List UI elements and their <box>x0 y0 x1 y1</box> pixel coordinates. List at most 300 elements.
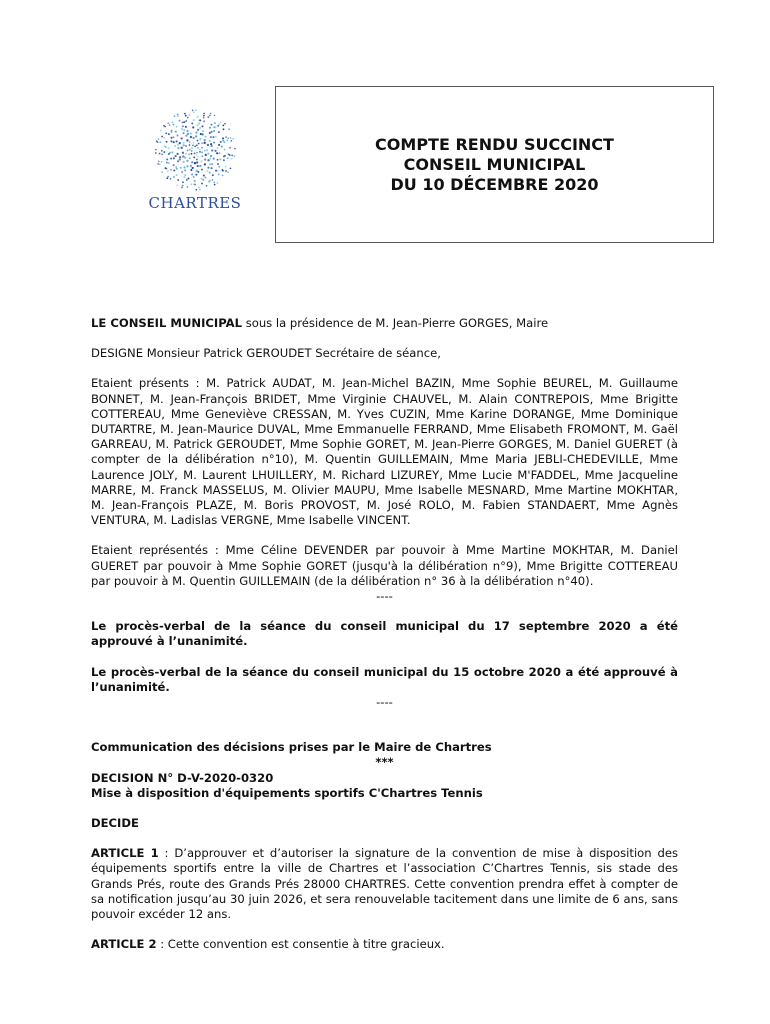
emblem-dot <box>199 165 201 167</box>
emblem-dot <box>176 140 178 142</box>
article-1-label: ARTICLE 1 <box>91 846 159 861</box>
emblem-dot <box>167 170 169 172</box>
emblem-dot <box>217 125 219 127</box>
emblem-dot <box>231 154 233 156</box>
emblem-dot <box>210 124 212 126</box>
pv-paragraph-2: Le procès-verbal de la séance du conseil municipal du 15 octobre 2020 a été approuvé à l’unanimité. <box>91 664 678 694</box>
emblem-dot <box>177 115 179 117</box>
emblem-dot <box>183 129 185 131</box>
emblem-dot <box>165 167 167 169</box>
emblem-dot <box>187 133 189 135</box>
emblem-dot <box>209 140 211 142</box>
decision-number: DECISION N° D-V-2020-0320 <box>91 770 274 785</box>
emblem-dot <box>193 119 195 121</box>
emblem-dot <box>230 137 232 139</box>
emblem-dot <box>192 137 194 139</box>
decision-title: Mise à disposition d'équipements sportifs C'Chartres Tennis <box>91 785 483 800</box>
emblem-dot <box>193 183 195 185</box>
emblem-dot <box>198 123 200 125</box>
emblem-dot <box>166 177 168 179</box>
emblem-dot <box>202 133 204 135</box>
emblem-dot <box>182 142 184 144</box>
pv-paragraph-1: Le procès-verbal de la séance du conseil municipal du 17 septembre 2020 a été approuvé à l’unanimité. <box>91 619 678 649</box>
emblem-dot <box>215 150 217 152</box>
emblem-dot <box>212 136 214 138</box>
emblem-dot <box>196 159 198 161</box>
emblem-dot <box>170 157 172 159</box>
emblem-dot <box>155 149 157 151</box>
emblem-dot <box>181 137 183 139</box>
emblem-dot <box>175 155 177 157</box>
emblem-dot <box>197 147 199 149</box>
emblem-dot <box>198 143 200 145</box>
emblem-dot <box>209 132 211 134</box>
emblem-dot <box>213 181 215 183</box>
emblem-dot <box>231 140 233 142</box>
article-1 <box>91 846 678 922</box>
article-2-text: : Cette convention est consentie à titre gracieux. <box>156 937 445 952</box>
emblem-dot <box>190 133 192 135</box>
stars-separator: *** <box>375 755 394 770</box>
emblem-dot <box>184 166 186 168</box>
emblem-dot <box>191 161 193 163</box>
emblem-dot <box>185 126 187 128</box>
emblem-dot <box>228 128 230 130</box>
emblem-dot <box>232 138 234 140</box>
emblem-dot <box>175 166 177 168</box>
emblem-dot <box>201 178 203 180</box>
emblem-dot <box>210 136 212 138</box>
emblem-dot <box>165 132 167 134</box>
emblem-dot <box>189 144 191 146</box>
emblem-dot <box>170 140 172 142</box>
emblem-dot <box>220 141 222 143</box>
emblem-dot <box>207 153 209 155</box>
emblem-dot <box>192 126 194 128</box>
emblem-dot <box>185 120 187 122</box>
emblem-dot <box>225 166 227 168</box>
emblem-dot <box>177 160 179 162</box>
emblem-dot <box>176 168 178 170</box>
emblem-dot <box>188 153 190 155</box>
emblem-dot <box>159 153 161 155</box>
emblem-dot <box>158 161 160 163</box>
emblem-dot <box>169 124 171 126</box>
emblem-dot <box>167 122 169 124</box>
emblem-dot <box>207 116 209 118</box>
emblem-dot <box>176 126 178 128</box>
emblem-dot <box>190 183 192 185</box>
emblem-dot <box>166 141 168 143</box>
emblem-dot <box>217 182 219 184</box>
designe-paragraph: DESIGNE Monsieur Patrick GEROUDET Secrétaire de séance, <box>91 346 441 361</box>
article-2 <box>91 937 678 952</box>
emblem-dot <box>184 169 186 171</box>
emblem-dot <box>163 137 165 139</box>
emblem-dot <box>197 156 199 158</box>
emblem-dot <box>197 165 199 167</box>
emblem-dot <box>202 179 204 181</box>
emblem-dot <box>193 157 195 159</box>
emblem-dot <box>172 121 174 123</box>
presents-paragraph: Etaient présents : M. Patrick AUDAT, M. Jean-Michel BAZIN, Mme Sophie BEUREL, M. Guillaume BONNET, M. Jean-François BRIDET, Mme Virginie CHAUVEL, M. Alain CONTREPOIS, Mme Brigitte COTTEREAU, Mme Geneviève CRESSAN, M. Yves CUZIN, Mme Karine DORANGE, Mme Dominique DUTARTRE, M. Jean-Maurice DUVAL, Mme Emmanuelle FERRAND, Mme Elisabeth FROMONT, M. Gaël GARREAU, M. Patrick GEROUDET, Mme Sophie GORET, M. Jean-Pierre GORGES, M. Daniel GUERET (à compter de la délibération n°10), M. Quentin GUILLEMAIN, Mme Maria JEBLI-CHEDEVILLE, Mme Laurence JOLY, M. Laurent LHUILLERY, M. Richard LIZUREY, Mme Lucie M'FADDEL, Mme Jacqueline MARRE, M. Franck MASSELUS, M. Olivier MAUPU, Mme Isabelle MESNARD, Mme Martine MOKHTAR, M. Jean-François PLAZE, M. Boris PROVOST, M. José ROLO, M. Fabien STANDAERT, Mme Agnès VENTURA, M. Ladislas VERGNE, Mme Isabelle VINCENT. <box>91 376 678 528</box>
emblem-dot <box>201 125 203 127</box>
emblem-dot <box>223 156 225 158</box>
emblem-dot <box>217 163 219 165</box>
emblem-dot <box>182 125 184 127</box>
emblem-dot <box>166 162 168 164</box>
emblem-dot <box>203 175 205 177</box>
emblem-dot <box>193 176 195 178</box>
emblem-dot <box>160 130 162 132</box>
emblem-dot <box>174 115 176 117</box>
emblem-dot <box>203 113 205 115</box>
emblem-dot <box>194 180 196 182</box>
emblem-dot <box>187 177 189 179</box>
emblem-dot <box>204 142 206 144</box>
emblem-dot <box>201 147 203 149</box>
emblem-dot <box>218 174 220 176</box>
emblem-dot <box>181 171 183 173</box>
emblem-dot <box>176 135 178 137</box>
emblem-dot <box>230 167 232 169</box>
emblem-dot <box>203 120 205 122</box>
emblem-dot <box>156 140 158 142</box>
emblem-dot <box>212 179 214 181</box>
emblem-dot <box>171 151 173 153</box>
emblem-dot <box>170 137 172 139</box>
emblem-dot <box>164 145 166 147</box>
emblem-dot <box>177 147 179 149</box>
emblem-dot <box>176 174 178 176</box>
emblem-dot <box>161 153 163 155</box>
emblem-dot <box>194 146 196 148</box>
emblem-dot <box>161 150 163 152</box>
emblem-dot <box>199 138 201 140</box>
emblem-dot <box>216 147 218 149</box>
emblem-dot <box>203 115 205 117</box>
emblem-dot <box>227 171 229 173</box>
emblem-dot <box>226 139 228 141</box>
emblem-dot <box>196 145 198 147</box>
chartres-logo <box>130 108 260 218</box>
emblem-dot <box>209 115 211 117</box>
emblem-dot <box>192 145 194 147</box>
emblem-dot <box>216 152 218 154</box>
emblem-dot <box>215 170 217 172</box>
chartres-emblem-icon <box>145 108 245 192</box>
emblem-dot <box>192 167 194 169</box>
emblem-dot <box>161 136 163 138</box>
emblem-dot <box>169 152 171 154</box>
emblem-dot <box>159 163 161 165</box>
emblem-dot <box>204 158 206 160</box>
emblem-dot <box>176 185 178 187</box>
emblem-dot <box>208 181 210 183</box>
emblem-dot <box>190 169 192 171</box>
emblem-dot <box>206 185 208 187</box>
emblem-dot <box>187 130 189 132</box>
emblem-dot <box>213 158 215 160</box>
emblem-dot <box>179 120 181 122</box>
emblem-dot <box>184 113 186 115</box>
emblem-dot <box>203 117 205 119</box>
emblem-dot <box>184 176 186 178</box>
emblem-dot <box>179 158 181 160</box>
emblem-dot <box>174 145 176 147</box>
emblem-dot <box>204 163 206 165</box>
emblem-dot <box>224 149 226 151</box>
emblem-dot <box>194 162 196 164</box>
emblem-dot <box>214 114 216 116</box>
emblem-dot <box>212 174 214 176</box>
emblem-dot <box>206 170 208 172</box>
emblem-dot <box>199 189 201 191</box>
emblem-dot <box>191 122 193 124</box>
emblem-dot <box>202 130 204 132</box>
emblem-dot <box>222 137 224 139</box>
emblem-dot <box>172 136 174 138</box>
emblem-dot <box>209 157 211 159</box>
emblem-dot <box>211 131 213 133</box>
emblem-dot <box>222 175 224 177</box>
emblem-dot <box>159 141 161 143</box>
emblem-dot <box>222 125 224 127</box>
emblem-dot <box>170 169 172 171</box>
emblem-dot <box>234 155 236 157</box>
emblem-dot <box>191 173 193 175</box>
emblem-dot <box>211 145 213 147</box>
emblem-dot <box>189 114 191 116</box>
emblem-dot <box>167 176 169 178</box>
representes-paragraph: Etaient représentés : Mme Céline DEVENDER par pouvoir à Mme Martine MOKHTAR, M. Daniel GUERET par pouvoir à Mme Sophie GORET (jusqu'à la délibération n°9), Mme Brigitte COTTEREAU par pouvoir à M. Quentin GUILLEMAIN (de la délibération n° 36 à la délibération n°40). <box>91 543 678 588</box>
emblem-dot <box>204 177 206 179</box>
emblem-dot <box>187 149 189 151</box>
emblem-dot <box>222 140 224 142</box>
emblem-dot <box>173 124 175 126</box>
emblem-dot <box>234 148 236 150</box>
separator-1: ---- <box>376 589 393 604</box>
emblem-dot <box>201 151 203 153</box>
emblem-dot <box>183 161 185 163</box>
emblem-dot <box>161 161 163 163</box>
emblem-dot <box>197 140 199 142</box>
emblem-dot <box>214 127 216 129</box>
emblem-dot <box>221 146 223 148</box>
emblem-dot <box>191 153 193 155</box>
emblem-dot <box>193 142 195 144</box>
emblem-dot <box>229 147 231 149</box>
emblem-dot <box>181 128 183 130</box>
emblem-dot <box>195 135 197 137</box>
emblem-dot <box>213 142 215 144</box>
emblem-dot <box>195 174 197 176</box>
emblem-dot <box>190 136 192 138</box>
emblem-dot <box>182 152 184 154</box>
emblem-dot <box>201 169 203 171</box>
emblem-dot <box>186 165 188 167</box>
emblem-dot <box>204 150 206 152</box>
emblem-dot <box>225 170 227 172</box>
emblem-dot <box>185 145 187 147</box>
emblem-dot <box>161 171 163 173</box>
emblem-dot <box>189 141 191 143</box>
emblem-dot <box>204 139 206 141</box>
emblem-dot <box>183 121 185 123</box>
emblem-dot <box>222 170 224 172</box>
emblem-dot <box>199 149 201 151</box>
emblem-dot <box>197 124 199 126</box>
emblem-dot <box>218 123 220 125</box>
emblem-dot <box>171 130 173 132</box>
emblem-dot <box>195 131 197 133</box>
emblem-dot <box>204 136 206 138</box>
emblem-dot <box>163 151 165 153</box>
emblem-dot <box>180 167 182 169</box>
emblem-dot <box>225 136 227 138</box>
emblem-dot <box>181 121 183 123</box>
emblem-dot <box>168 162 170 164</box>
emblem-dot <box>196 170 198 172</box>
emblem-dot <box>223 159 225 161</box>
emblem-dot <box>191 147 193 149</box>
emblem-dot <box>229 154 231 156</box>
emblem-dot <box>227 137 229 139</box>
emblem-dot <box>200 133 202 135</box>
emblem-dot <box>179 156 181 158</box>
emblem-dot <box>182 185 184 187</box>
emblem-dot <box>215 136 217 138</box>
emblem-dot <box>183 132 185 134</box>
emblem-dot <box>218 166 220 168</box>
emblem-dot <box>179 142 181 144</box>
emblem-dot <box>209 172 211 174</box>
emblem-dot <box>207 144 209 146</box>
emblem-dot <box>182 181 184 183</box>
emblem-dot <box>197 129 199 131</box>
emblem-dot <box>196 154 198 156</box>
emblem-dot <box>185 135 187 137</box>
decide-heading: DECIDE <box>91 816 139 831</box>
emblem-dot <box>170 178 172 180</box>
emblem-dot <box>231 158 233 160</box>
emblem-dot <box>218 144 220 146</box>
emblem-dot <box>217 159 219 161</box>
separator-2: ---- <box>376 695 393 710</box>
emblem-dot <box>189 157 191 159</box>
intro-paragraph <box>91 316 678 331</box>
emblem-dot <box>177 179 179 181</box>
emblem-dot <box>199 151 201 153</box>
emblem-dot <box>207 159 209 161</box>
emblem-dot <box>163 125 165 127</box>
emblem-dot <box>218 152 220 154</box>
emblem-dot <box>200 160 202 162</box>
emblem-dot <box>198 187 200 189</box>
emblem-dot <box>209 127 211 129</box>
emblem-dot <box>207 167 209 169</box>
emblem-dot <box>177 143 179 145</box>
title-line-3: DU 10 DÉCEMBRE 2020 <box>390 174 599 194</box>
emblem-dot <box>168 133 170 135</box>
article-2-label: ARTICLE 2 <box>91 937 157 952</box>
emblem-dot <box>193 111 195 113</box>
emblem-dot <box>166 159 168 161</box>
emblem-dot <box>181 147 183 149</box>
emblem-dot <box>175 131 177 133</box>
emblem-dot <box>220 122 222 124</box>
communication-heading: Communication des décisions prises par le Maire de Chartres <box>91 740 492 755</box>
emblem-dot <box>213 130 215 132</box>
emblem-dot <box>182 155 184 157</box>
intro-rest: sous la présidence de M. Jean-Pierre GORGES, Maire <box>242 316 549 330</box>
emblem-dot <box>158 138 160 140</box>
emblem-dot <box>191 150 193 152</box>
emblem-dot <box>219 158 221 160</box>
emblem-dot <box>173 176 175 178</box>
emblem-dot <box>183 144 185 146</box>
emblem-dot <box>195 189 197 191</box>
emblem-dot <box>227 157 229 159</box>
emblem-dot <box>184 174 186 176</box>
emblem-dot <box>192 110 194 112</box>
title-box <box>275 86 714 243</box>
title-line-2: CONSEIL MUNICIPAL <box>403 154 586 174</box>
document-body <box>91 316 678 953</box>
emblem-dot <box>157 163 159 165</box>
emblem-dot <box>199 127 201 129</box>
emblem-dot <box>190 165 192 167</box>
emblem-dot <box>214 122 216 124</box>
emblem-dot <box>210 113 212 115</box>
emblem-dot <box>210 155 212 157</box>
emblem-dot <box>211 149 213 151</box>
title-line-1: COMPTE RENDU SUCCINCT <box>375 134 614 154</box>
emblem-dot <box>187 117 189 119</box>
intro-bold: LE CONSEIL MUNICIPAL <box>91 316 243 330</box>
article-1-text: : D’approuver et d’autoriser la signature de la convention de mise à disposition des équipements sportifs entre la ville de Chartres et l’association C’Chartres Tennis, sis stade des Grands Prés, route des Grands Prés 28000 CHARTRES. Cette convention prendra effet à compter de sa notification jusqu’au 30 juin 2026, et sera renouvelable tacitement dans une limite de 6 ans, sans pouvoir excéder 12 ans. <box>91 846 678 922</box>
logo-text: CHARTRES <box>148 194 242 212</box>
emblem-dot <box>195 109 197 111</box>
emblem-dot <box>211 167 213 169</box>
emblem-dot <box>168 147 170 149</box>
emblem-dot <box>173 169 175 171</box>
emblem-dot <box>218 131 220 133</box>
emblem-dot <box>201 142 203 144</box>
emblem-dot <box>186 160 188 162</box>
emblem-dot <box>186 139 188 141</box>
emblem-dot <box>177 114 179 116</box>
emblem-dot <box>189 149 191 151</box>
emblem-dot <box>181 187 183 189</box>
emblem-dot <box>202 155 204 157</box>
emblem-dot <box>155 152 157 154</box>
emblem-dot <box>223 128 225 130</box>
emblem-dot <box>196 152 198 154</box>
emblem-dot <box>187 186 189 188</box>
emblem-dot <box>224 141 226 143</box>
emblem-dot <box>176 153 178 155</box>
emblem-dot <box>201 183 203 185</box>
emblem-dot <box>194 152 196 154</box>
emblem-dot <box>185 153 187 155</box>
emblem-dot <box>214 184 216 186</box>
emblem-dot <box>186 179 188 181</box>
emblem-dot <box>199 119 201 121</box>
emblem-dot <box>173 157 175 159</box>
emblem-dot <box>173 141 175 143</box>
emblem-dot <box>206 149 208 151</box>
